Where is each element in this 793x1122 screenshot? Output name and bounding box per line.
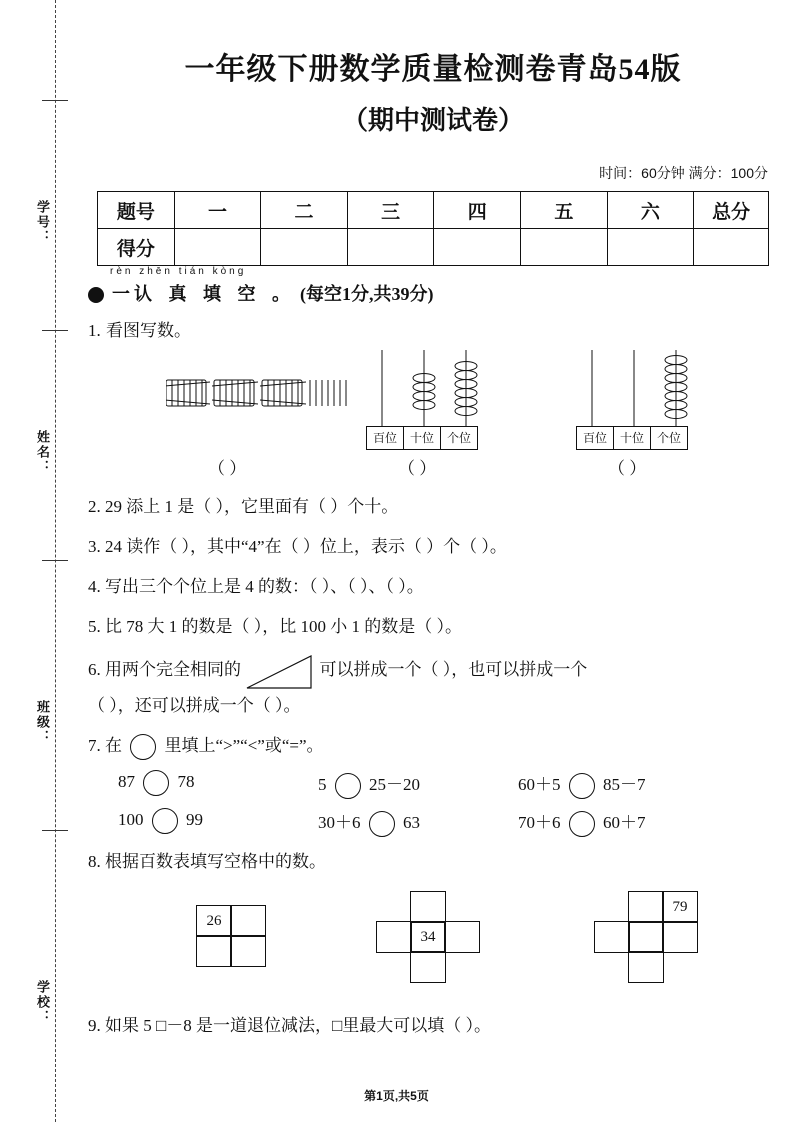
side-divider-4 xyxy=(42,830,68,831)
section-bullet-icon xyxy=(88,287,104,303)
compare-item-2[interactable] xyxy=(318,770,518,799)
compare-right-4: 99 xyxy=(186,810,203,830)
score-col-4: 四 xyxy=(434,192,521,229)
place-ones-1: 个位 xyxy=(441,426,478,449)
score-table-row-label: 得分 xyxy=(98,229,175,266)
question-4[interactable]: 4. 写出三个个位上是 4 的数：（ ）、（ ）、（ ）。 xyxy=(88,576,424,596)
abacus-icon-2 xyxy=(588,350,728,436)
answer-blank-1[interactable]: （ ） xyxy=(208,458,247,478)
page-footer: 第1页,共5页 xyxy=(364,1089,429,1103)
table-row-header xyxy=(98,192,769,229)
question-1-text: 看图写数。 xyxy=(106,321,191,340)
question-1 xyxy=(88,317,778,346)
compare-right-6: 60＋7 xyxy=(603,813,646,833)
compare-right-5: 63 xyxy=(403,813,420,833)
place-value-table-2 xyxy=(576,426,688,450)
compare-left-4: 100 xyxy=(118,810,144,830)
hundred-chart-1-cell-d[interactable] xyxy=(230,935,266,967)
compare-row-1 xyxy=(88,770,778,799)
side-label-class: 班级： xyxy=(35,700,50,745)
question-6-text-b: 可以拼成一个（ ），也可以拼成一个 xyxy=(319,660,588,680)
hundred-chart-3-cell-a[interactable] xyxy=(628,891,664,923)
hundred-chart-3-cell-c[interactable] xyxy=(594,921,630,953)
hundred-chart-3-cell-d[interactable] xyxy=(628,921,664,953)
hundred-chart-3-cell-e[interactable] xyxy=(662,921,698,953)
question-9[interactable]: 9. 如果 5 □－8 是一道退位减法，□里最大可以填（ ）。 xyxy=(88,1016,492,1036)
hundred-chart-2-cell-left[interactable] xyxy=(376,921,412,953)
page-subtitle: （期中测试卷） xyxy=(341,106,524,135)
score-cell-3[interactable] xyxy=(347,229,434,266)
question-8-figure xyxy=(88,883,778,1001)
compare-item-5[interactable] xyxy=(318,808,518,837)
compare-left-1: 87 xyxy=(118,772,135,792)
compare-right-1: 78 xyxy=(177,772,195,792)
compare-circle-6[interactable] xyxy=(569,811,595,837)
score-cell-total[interactable] xyxy=(694,229,769,266)
score-cell-2[interactable] xyxy=(261,229,348,266)
hundred-chart-2-cell-right[interactable] xyxy=(444,921,480,953)
side-label-school: 学校： xyxy=(35,980,50,1025)
score-table xyxy=(97,191,769,266)
section-pinyin: rèn zhēn tián kòng xyxy=(110,266,247,277)
answer-blank-2[interactable]: （ ） xyxy=(398,458,437,478)
score-cell-6[interactable] xyxy=(607,229,694,266)
question-6-text-a: 6. 用两个完全相同的 xyxy=(88,660,241,680)
side-divider-2 xyxy=(42,330,68,331)
place-hundreds-1: 百位 xyxy=(367,426,404,449)
hundred-chart-3-cell-f[interactable] xyxy=(628,951,664,983)
compare-circle-5[interactable] xyxy=(369,811,395,837)
compare-item-1[interactable] xyxy=(88,770,318,799)
compare-left-2: 5 xyxy=(318,775,327,795)
question-1-number: 1. xyxy=(88,321,101,340)
score-col-6: 六 xyxy=(607,192,694,229)
place-hundreds-2: 百位 xyxy=(577,426,614,449)
compare-circle-2[interactable] xyxy=(335,773,361,799)
side-divider-3 xyxy=(42,560,68,561)
question-8: 8. 根据百数表填写空格中的数。 xyxy=(88,852,326,872)
place-tens-2: 十位 xyxy=(614,426,651,449)
compare-item-6[interactable] xyxy=(518,808,718,837)
question-6-text-c: （ ），还可以拼成一个（ ）。 xyxy=(88,696,301,716)
hundred-chart-2-cell-center: 34 xyxy=(410,921,446,953)
side-label-name: 姓名： xyxy=(35,430,50,475)
score-cell-4[interactable] xyxy=(434,229,521,266)
score-col-total: 总分 xyxy=(694,192,769,229)
table-row-score xyxy=(98,229,769,266)
compare-circle-4[interactable] xyxy=(152,808,178,834)
score-col-5: 五 xyxy=(521,192,608,229)
question-2[interactable]: 2. 29 添上 1 是（ ），它里面有（ ）个十。 xyxy=(88,496,399,516)
question-1-figure xyxy=(88,350,778,482)
section-points: (每空1分,共39分) xyxy=(300,284,434,304)
compare-right-2: 25－20 xyxy=(369,775,420,795)
compare-item-3[interactable] xyxy=(518,770,718,799)
hundred-chart-1-cell-b[interactable] xyxy=(230,905,266,937)
hundred-chart-3-cell-b: 79 xyxy=(662,891,698,923)
question-5[interactable]: 5. 比 78 大 1 的数是（ ），比 100 小 1 的数是（ ）。 xyxy=(88,616,462,636)
score-col-3: 三 xyxy=(347,192,434,229)
score-col-2: 二 xyxy=(261,192,348,229)
question-6[interactable] xyxy=(88,652,778,721)
place-value-table-1 xyxy=(366,426,478,450)
hundred-chart-1-cell-a: 26 xyxy=(196,905,232,937)
compare-left-6: 70＋6 xyxy=(518,813,561,833)
triangle-icon xyxy=(245,652,315,690)
abacus-icon-1 xyxy=(378,350,518,436)
compare-circle-1[interactable] xyxy=(143,770,169,796)
question-7-lead: 7. 在 xyxy=(88,736,122,756)
question-7 xyxy=(88,732,778,761)
score-cell-5[interactable] xyxy=(521,229,608,266)
compare-row-2 xyxy=(88,808,778,837)
question-7-lead2: 里填上“>”“<”或“=”。 xyxy=(164,736,324,756)
hundred-chart-2-cell-top[interactable] xyxy=(410,891,446,923)
binding-dashed-line xyxy=(55,0,56,1122)
side-label-student-id: 学号： xyxy=(35,200,50,245)
hundred-chart-1-cell-c[interactable] xyxy=(196,935,232,967)
hundred-chart-2-cell-bottom[interactable] xyxy=(410,951,446,983)
question-3[interactable]: 3. 24 读作（ ），其中“4”在（ ）位上，表示（ ）个（ ）。 xyxy=(88,536,507,556)
exam-meta: 时间：60分钟 满分：100分 xyxy=(599,165,768,181)
side-divider-1 xyxy=(42,100,68,101)
compare-right-3: 85－7 xyxy=(603,775,646,795)
section-heading xyxy=(88,266,778,306)
compare-left-5: 30＋6 xyxy=(318,813,361,833)
compare-left-3: 60＋5 xyxy=(518,775,561,795)
exam-content xyxy=(88,0,778,1041)
compare-item-4[interactable] xyxy=(88,808,318,837)
score-cell-1[interactable] xyxy=(174,229,261,266)
score-col-1: 一 xyxy=(174,192,261,229)
place-tens-1: 十位 xyxy=(404,426,441,449)
section-index-label: 一 xyxy=(112,284,130,304)
answer-blank-3[interactable]: （ ） xyxy=(608,458,647,478)
score-table-head-label: 题号 xyxy=(98,192,175,229)
place-ones-2: 个位 xyxy=(651,426,688,449)
section-name: 认 真 填 空 。 xyxy=(134,284,296,304)
sticks-bundle-icon xyxy=(166,372,356,432)
side-label-column xyxy=(18,0,52,1122)
page-title: 一年级下册数学质量检测卷青岛54版 xyxy=(184,53,682,86)
compare-circle-icon xyxy=(130,734,156,760)
compare-circle-3[interactable] xyxy=(569,773,595,799)
